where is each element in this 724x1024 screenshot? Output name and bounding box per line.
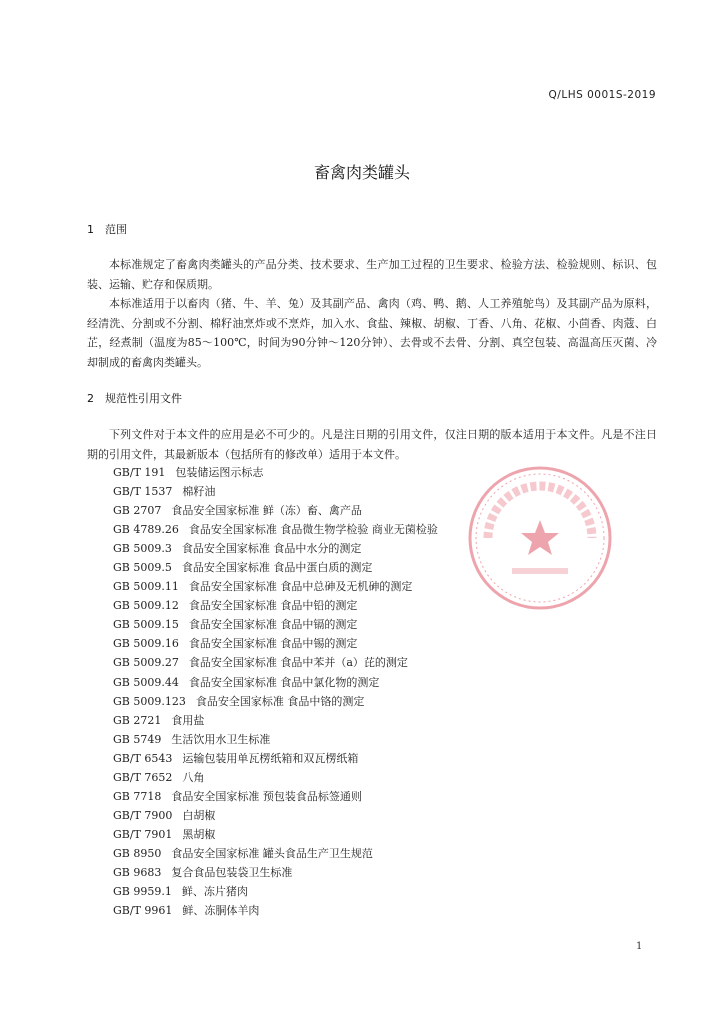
reference-code: GB 5009.16 [113, 637, 179, 651]
reference-item [113, 482, 438, 501]
reference-code: GB/T 1537 [113, 485, 173, 499]
reference-item [113, 730, 438, 749]
reference-title: 生活饮用水卫生标准 [171, 732, 271, 746]
document-title: 畜禽肉类罐头 [313, 163, 410, 182]
reference-code: GB 5009.44 [113, 675, 179, 689]
reference-item [113, 692, 438, 711]
reference-item [113, 787, 438, 806]
reference-title: 食品安全国家标准 罐头食品生产卫生规范 [171, 846, 373, 860]
reference-item [113, 806, 438, 825]
reference-code: GB 5009.12 [113, 599, 179, 613]
reference-code: GB/T 7901 [113, 827, 173, 841]
reference-code: GB/T 9961 [113, 904, 173, 918]
reference-code: GB 5749 [113, 732, 162, 746]
reference-title: 食用盐 [171, 713, 205, 727]
section-1-title: 范围 [105, 223, 127, 236]
section-1-heading [87, 221, 127, 237]
section-1-paragraph-1: 本标准规定了畜禽肉类罐头的产品分类、技术要求、生产加工过程的卫生要求、检验方法、检验规则、标识、包装、运输、贮存和保质期。 [87, 258, 657, 291]
reference-title: 包装储运图示标志 [175, 466, 264, 479]
reference-code: GB 4789.26 [113, 523, 179, 537]
reference-item [113, 711, 438, 730]
reference-code: GB 2707 [113, 504, 162, 518]
reference-title: 食品安全国家标准 食品中铅的测定 [188, 599, 358, 613]
reference-code: GB 5009.27 [113, 656, 179, 670]
reference-title: 鲜、冻胴体羊肉 [182, 904, 260, 918]
reference-item [113, 901, 438, 920]
reference-code: GB 5009.15 [113, 618, 179, 632]
reference-code: GB 9683 [113, 865, 162, 879]
reference-code: GB/T 191 [113, 466, 166, 479]
reference-code: GB 8950 [113, 846, 162, 860]
reference-item [113, 634, 438, 653]
reference-item [113, 577, 438, 596]
reference-code: GB 5009.3 [113, 542, 172, 556]
reference-code: GB/T 6543 [113, 751, 173, 765]
reference-item [113, 825, 438, 844]
section-2-title: 规范性引用文件 [105, 392, 182, 405]
reference-title: 食品安全国家标准 食品中氯化物的测定 [188, 675, 380, 689]
section-2-paragraph-1: 下列文件对于本文件的应用是必不可少的。凡是注日期的引用文件，仅注日期的版本适用于本文件。凡是不注日期的引用文件，其最新版本（包括所有的修改单）适用于本文件。 [87, 428, 657, 461]
reference-code: GB/T 7652 [113, 770, 173, 784]
reference-title: 食品安全国家标准 预包装食品标签通则 [171, 789, 362, 803]
reference-item [113, 749, 438, 768]
reference-code: GB 5009.5 [113, 561, 172, 575]
reference-item [113, 844, 438, 863]
reference-title: 复合食品包装袋卫生标准 [171, 865, 293, 879]
reference-title: 食品安全国家标准 鲜（冻）畜、禽产品 [171, 504, 362, 518]
page-number: 1 [636, 941, 643, 952]
company-seal-stamp [466, 464, 614, 612]
reference-item [113, 882, 438, 901]
reference-title: 运输包装用单瓦楞纸箱和双瓦楞纸箱 [182, 751, 359, 765]
reference-item [113, 673, 438, 692]
reference-title: 黑胡椒 [182, 827, 216, 841]
reference-title: 食品安全国家标准 食品中总砷及无机砷的测定 [188, 580, 413, 594]
reference-item [113, 501, 438, 520]
section-1-paragraph-2: 本标准适用于以畜肉（猪、牛、羊、兔）及其副产品、禽肉（鸡、鸭、鹅、人工养殖鸵鸟）及其副产品为原料，经清洗、分割或不分割、棉籽油烹炸或不烹炸，加入水、食盐、辣椒、胡椒、丁香、八角、花椒、小茴香、肉蔻、白芷，经煮制（温度为85～100℃，时间为90分钟～120分钟）、去骨或不去骨、分割、真空包装、高温高压灭菌、冷却制成的畜禽肉类罐头。 [87, 297, 657, 369]
reference-item [113, 768, 438, 787]
reference-code: GB 7718 [113, 789, 162, 803]
reference-code: GB/T 7900 [113, 808, 173, 822]
reference-code: GB 5009.11 [113, 580, 179, 594]
reference-title: 棉籽油 [182, 485, 216, 499]
section-2-heading [87, 390, 182, 406]
reference-title: 食品安全国家标准 食品中铬的测定 [195, 694, 365, 708]
reference-code: GB 2721 [113, 713, 162, 727]
reference-title: 食品安全国家标准 食品微生物学检验 商业无菌检验 [188, 523, 438, 537]
section-1-number: 1 [87, 223, 94, 236]
reference-title: 食品安全国家标准 食品中水分的测定 [181, 542, 362, 556]
reference-title: 食品安全国家标准 食品中蛋白质的测定 [181, 561, 373, 575]
reference-item [113, 653, 438, 672]
reference-title: 食品安全国家标准 食品中苯并（a）芘的测定 [188, 656, 408, 670]
reference-item [113, 539, 438, 558]
reference-title: 鲜、冻片猪肉 [181, 885, 248, 899]
reference-item [113, 596, 438, 615]
section-2-number: 2 [87, 392, 94, 405]
reference-item [113, 558, 438, 577]
reference-code: GB 9959.1 [113, 885, 172, 899]
reference-title: 白胡椒 [182, 808, 216, 822]
reference-item [113, 863, 438, 882]
standard-number: Q/LHS 0001S-2019 [548, 89, 656, 101]
reference-item [113, 520, 438, 539]
reference-title: 食品安全国家标准 食品中锡的测定 [188, 637, 358, 651]
reference-item [113, 615, 438, 634]
reference-title: 食品安全国家标准 食品中镉的测定 [188, 618, 358, 632]
reference-title: 八角 [182, 770, 205, 784]
reference-item [113, 463, 438, 482]
normative-reference-list [113, 463, 438, 920]
reference-code: GB 5009.123 [113, 694, 186, 708]
